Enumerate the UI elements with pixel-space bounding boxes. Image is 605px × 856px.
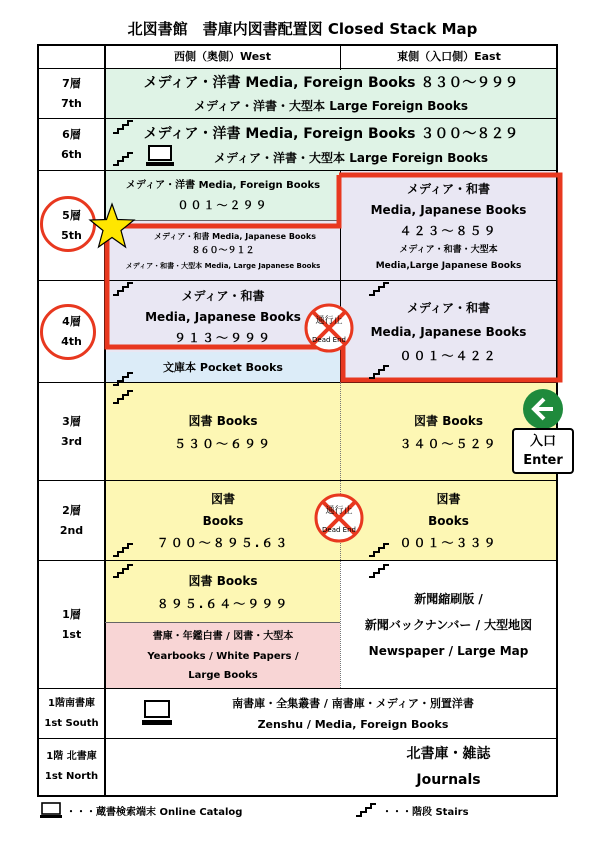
- cell-7-line2: メディア・洋書・大型本 Large Foreign Books: [194, 98, 468, 113]
- computer-icon: [146, 145, 174, 167]
- no-entry-icon: [303, 302, 355, 354]
- cell-6-line1: メディア・洋書 Media, Foreign Books ３００～８２９: [143, 125, 519, 142]
- stairs-icon: [368, 282, 390, 296]
- floor-7-jp: 7層: [62, 76, 81, 90]
- cell-3e-line2: ３４０～５２９: [399, 436, 498, 451]
- floor-5-jp: 5層: [62, 208, 81, 222]
- cell-5e-line2: Media, Japanese Books: [370, 202, 527, 217]
- cell-2w-line1: 図書: [210, 491, 235, 506]
- cell-4w-line1: メディア・和書: [181, 288, 265, 303]
- dead-end-en: Dead End: [322, 526, 356, 534]
- cell-north-line2: Journals: [416, 772, 481, 788]
- cell-north-line1: 北書庫・雑誌: [406, 746, 491, 762]
- cell-7-line1: メディア・洋書 Media, Foreign Books ８３０～９９９: [143, 74, 519, 91]
- floor-4-en: 4th: [61, 334, 82, 348]
- cell-5e-line4: メディア・和書・大型本: [399, 244, 498, 255]
- cell-1w-pink1: 書庫・年鑑白書 / 図書・大型本: [152, 630, 294, 642]
- no-entry-icon: [313, 492, 365, 544]
- cell-1e-line1: 新聞縮刷版 /: [414, 591, 483, 606]
- stairs-icon: [112, 564, 134, 578]
- floor-1-en: 1st: [61, 627, 82, 641]
- cell-4e-line3: ００１～４２２: [399, 348, 498, 363]
- floor-south-en: 1st South: [44, 717, 99, 729]
- page-title: 北図書館 書庫内図書配置図 Closed Stack Map: [127, 20, 478, 38]
- floor-4-jp: 4層: [62, 314, 81, 328]
- legend-computer-icon: [40, 802, 62, 819]
- cell-2e-line1: 図書: [436, 491, 461, 506]
- dead-end-sign-4: [303, 302, 355, 354]
- legend-stairs: ・・・階段 Stairs: [382, 807, 469, 818]
- column-header-east: 東側（入口側）East: [397, 50, 501, 63]
- stairs-icon: [368, 365, 390, 379]
- column-header-west: 西側（奥側）West: [173, 50, 271, 63]
- cell-1w-pink2: Yearbooks / White Papers /: [147, 650, 299, 662]
- dead-end-sign-2: [313, 492, 365, 544]
- cell-2e-line2: Books: [428, 513, 469, 528]
- cell-1e-line3: Newspaper / Large Map: [368, 643, 529, 658]
- cell-2w-line3: ７００～８９５.６３: [156, 535, 290, 550]
- floor-north-jp: 1階 北書庫: [46, 751, 97, 762]
- cell-4e-line2: Media, Japanese Books: [370, 324, 527, 339]
- entrance-label: [512, 428, 574, 474]
- legend-stairs-icon: [355, 803, 377, 817]
- cell-5w-top-line2: ００１～２９９: [177, 198, 269, 212]
- floor-south-jp: 1階南書庫: [48, 697, 95, 709]
- cell-5e-line1: メディア・和書: [406, 181, 491, 196]
- cell-5w-top-line1: メディア・洋書 Media, Foreign Books: [125, 179, 321, 191]
- computer-icon: [142, 700, 172, 726]
- legend-catalog: ・・・蔵書検索端末 Online Catalog: [66, 807, 243, 818]
- floor-3-jp: 3層: [62, 414, 81, 428]
- star-icon: [88, 202, 136, 250]
- entrance-en: Enter: [523, 453, 563, 468]
- floor-2-jp: 2層: [62, 503, 81, 517]
- cell-1e-line2: 新聞バックナンバー / 大型地図: [364, 617, 533, 632]
- entrance-arrow-icon: [522, 388, 564, 430]
- stairs-icon: [112, 390, 134, 404]
- floor-7-en: 7th: [61, 96, 82, 110]
- cell-2w-line2: Books: [202, 513, 244, 528]
- cell-1w-pink3: Large Books: [188, 669, 258, 681]
- stairs-icon: [112, 372, 134, 386]
- cell-2e-line3: ００１～３３９: [399, 535, 498, 550]
- cell-4w-pocket: 文庫本 Pocket Books: [163, 361, 283, 374]
- stairs-icon: [368, 564, 390, 578]
- dead-end-en: Dead End: [312, 336, 346, 344]
- cell-south-line1: 南書庫・全集叢書 / 南書庫・メディア・別置洋書: [232, 696, 474, 710]
- entrance-jp: 入口: [529, 434, 556, 449]
- floor-3-en: 3rd: [61, 434, 82, 448]
- stairs-icon: [112, 282, 134, 296]
- stairs-icon: [112, 152, 134, 166]
- cell-3w-line2: ５３０～６９９: [173, 436, 272, 451]
- cell-3e-line1: 図書 Books: [414, 413, 483, 428]
- cell-4w-line3: ９１３～９９９: [173, 330, 272, 345]
- cell-1w-line1: 図書 Books: [188, 573, 258, 588]
- cell-3w-line1: 図書 Books: [188, 413, 258, 428]
- cell-4e-line1: メディア・和書: [406, 300, 491, 315]
- floor-1-jp: 1層: [62, 607, 81, 621]
- cell-5w-bot-line1: メディア・和書 Media, Japanese Books: [154, 231, 316, 241]
- floor-north-en: 1st North: [44, 771, 99, 782]
- floor-2-en: 2nd: [59, 523, 84, 537]
- stairs-icon: [368, 543, 390, 557]
- floor-5-en: 5th: [61, 228, 82, 242]
- floor-6-en: 6th: [61, 147, 82, 161]
- dead-end-jp: 通行止: [325, 506, 353, 516]
- floor-6-jp: 6層: [62, 127, 81, 141]
- cell-5w-bot-line2: ８６０～９１２: [191, 245, 255, 256]
- cell-5e-line3: ４２３～８５９: [399, 223, 498, 238]
- cell-6-line2: メディア・洋書・大型本 Large Foreign Books: [214, 150, 488, 165]
- stairs-icon: [112, 120, 134, 134]
- cell-1w-line2: ８９５.６４～９９９: [156, 596, 290, 611]
- dead-end-jp: 通行止: [315, 316, 343, 326]
- cell-south-line2: Zenshu / Media, Foreign Books: [257, 717, 449, 731]
- cell-5w-bot-line3: メディア・和書・大型本 Media, Large Japanese Books: [125, 261, 321, 270]
- cell-5e-line5: Media,Large Japanese Books: [375, 260, 522, 271]
- cell-4w-line2: Media, Japanese Books: [145, 309, 301, 324]
- stairs-icon: [112, 543, 134, 557]
